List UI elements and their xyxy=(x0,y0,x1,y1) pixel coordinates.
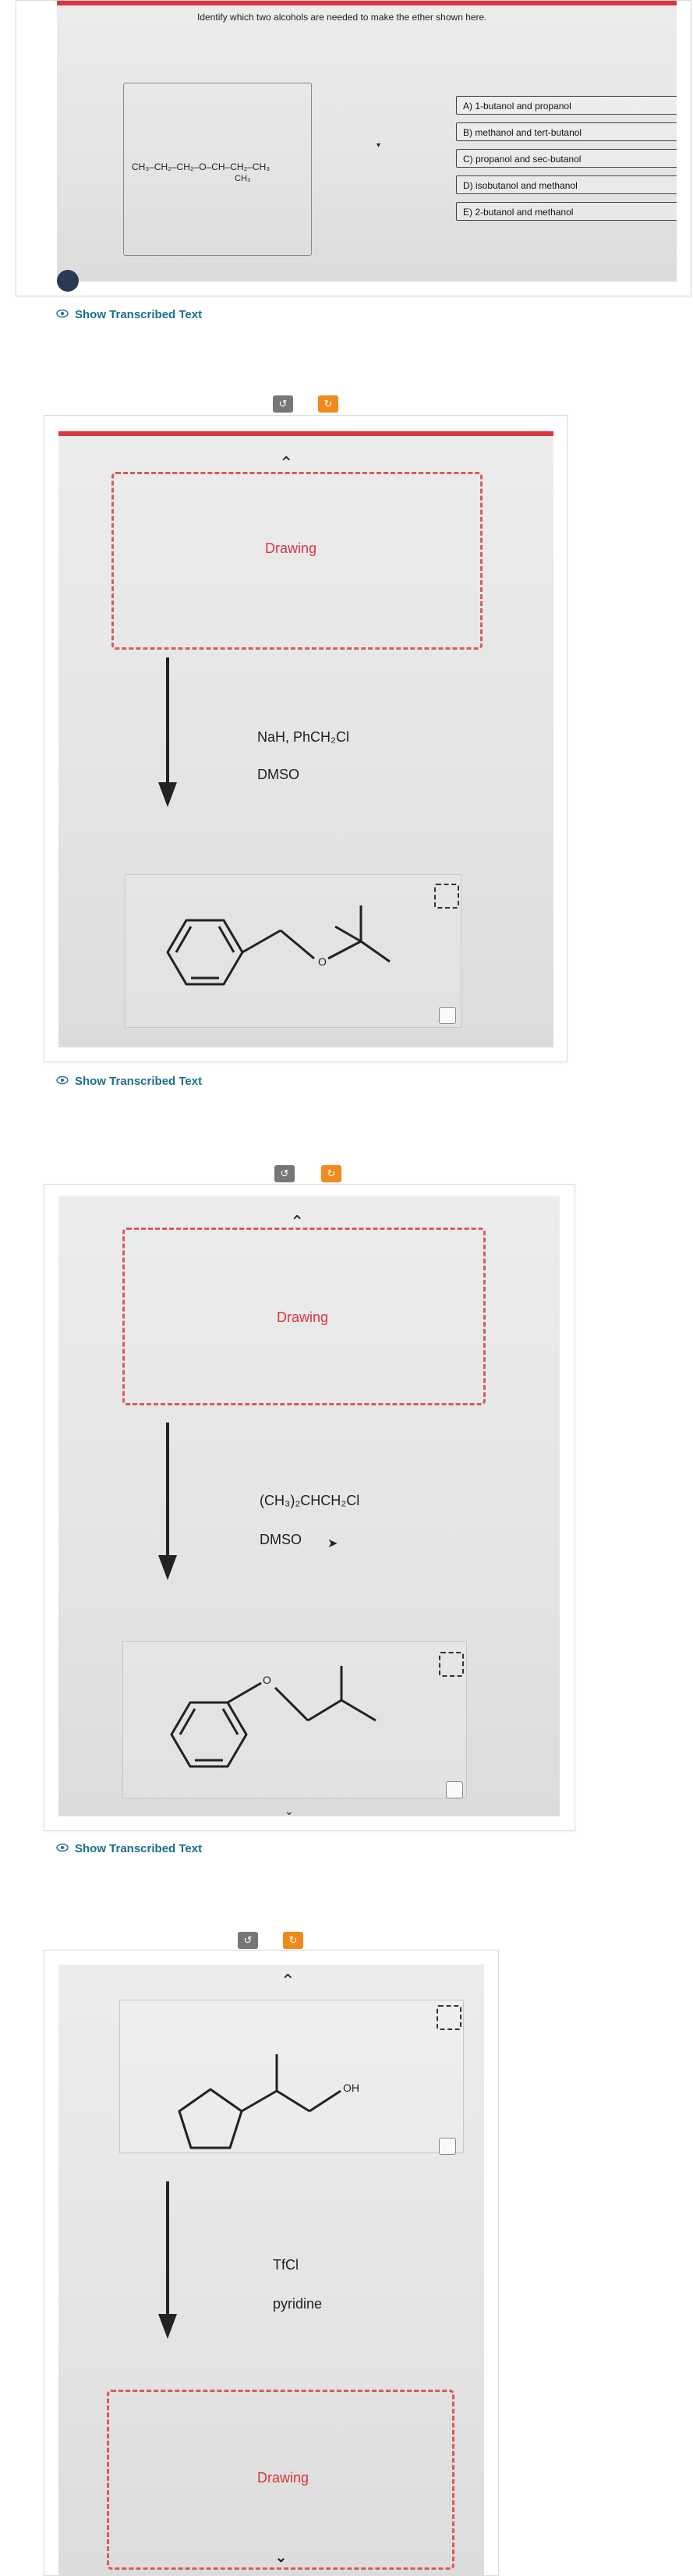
copy-icon[interactable] xyxy=(439,1652,464,1677)
oxygen-atom-label-1: O xyxy=(318,955,327,968)
eye-icon xyxy=(56,1842,69,1855)
reaction-photo-1 xyxy=(58,431,553,1047)
reagent-3-line2: pyridine xyxy=(273,2296,323,2312)
avatar xyxy=(57,270,79,292)
chevron-up-icon: ⌃ xyxy=(290,1212,305,1231)
chevron-up-icon: ⌃ xyxy=(281,1971,295,1990)
option-c[interactable]: C) propanol and sec-butanol xyxy=(456,149,677,168)
undo-icon: ↺ xyxy=(278,398,288,409)
option-a[interactable]: A) 1-butanol and propanol xyxy=(456,96,677,115)
show-transcribed-text-1[interactable] xyxy=(56,308,202,321)
drawing-label-1: Drawing xyxy=(265,540,317,556)
copy-icon[interactable] xyxy=(437,2005,461,2030)
redo-button-3[interactable] xyxy=(283,1932,303,1949)
reagent-2-line2: DMSO xyxy=(260,1532,302,1547)
eye-icon xyxy=(56,1075,69,1088)
copy-icon[interactable] xyxy=(434,884,459,909)
eye-icon xyxy=(56,308,69,321)
drawing-area-1[interactable] xyxy=(111,472,483,650)
chevron-down-icon: ⌄ xyxy=(285,1805,294,1816)
answer-options xyxy=(456,96,677,232)
undo-icon: ↺ xyxy=(280,1168,289,1179)
show-transcribed-label: Show Transcribed Text xyxy=(75,1075,203,1088)
reaction-card-3 xyxy=(44,1950,499,2576)
reaction-photo-3 xyxy=(58,1965,484,2575)
show-transcribed-label: Show Transcribed Text xyxy=(75,1842,203,1855)
drawing-label-2: Drawing xyxy=(277,1309,329,1325)
question-card xyxy=(16,0,691,296)
undo-icon: ↺ xyxy=(243,1934,253,1946)
question-photo xyxy=(57,1,677,282)
reagent-3-line1: TfCl xyxy=(273,2257,299,2273)
photo-red-bar xyxy=(57,1,677,5)
zoom-icon[interactable] xyxy=(439,2138,456,2155)
mouse-cursor-icon: ➤ xyxy=(327,1537,338,1550)
drawing-label-3: Drawing xyxy=(257,2470,309,2486)
cyclopentyl-alcohol-structure xyxy=(168,2019,401,2160)
undo-button-2[interactable] xyxy=(274,1165,295,1182)
question-prompt: Identify which two alcohols are needed to make the ether shown here. xyxy=(197,12,487,23)
chevron-down-icon: ⌄ xyxy=(275,2549,288,2565)
isobutyl-phenyl-ether-structure xyxy=(171,1663,421,1795)
structure-formula-line2: CH₃ xyxy=(235,174,251,183)
chevron-up-icon: ⌃ xyxy=(279,453,294,473)
reaction-arrow-3 xyxy=(156,2181,179,2345)
redo-button-2[interactable] xyxy=(321,1165,341,1182)
show-transcribed-text-2[interactable] xyxy=(56,1075,202,1088)
redo-icon: ↻ xyxy=(324,398,333,409)
reaction-card-1 xyxy=(44,415,567,1062)
option-e[interactable]: E) 2-butanol and methanol xyxy=(456,202,677,221)
zoom-icon[interactable] xyxy=(439,1007,456,1024)
structure-box xyxy=(123,83,312,256)
reagent-2-line1: (CH₃)₂CHCH₂Cl xyxy=(260,1493,360,1508)
zoom-icon[interactable] xyxy=(446,1781,463,1798)
benzyl-tert-butyl-ether-structure xyxy=(168,884,417,1020)
hydroxyl-label: OH xyxy=(343,2082,359,2094)
undo-button-3[interactable] xyxy=(238,1932,258,1949)
undo-button-1[interactable] xyxy=(273,395,293,413)
show-transcribed-text-3[interactable] xyxy=(56,1842,202,1855)
redo-icon: ↻ xyxy=(288,1934,298,1946)
reaction-arrow-1 xyxy=(156,657,179,813)
reaction-arrow-2 xyxy=(156,1423,179,1586)
mouse-cursor-icon: ▾ xyxy=(377,141,381,150)
reaction-photo-2 xyxy=(58,1196,560,1816)
photo-red-bar xyxy=(58,431,553,436)
redo-icon: ↻ xyxy=(327,1168,336,1179)
show-transcribed-label: Show Transcribed Text xyxy=(75,308,203,321)
option-d[interactable]: D) isobutanol and methanol xyxy=(456,175,677,194)
redo-button-1[interactable] xyxy=(318,395,338,413)
reagent-1-line2: DMSO xyxy=(257,767,299,782)
reagent-1-line1: NaH, PhCH₂Cl xyxy=(257,729,350,745)
reaction-card-2 xyxy=(44,1184,575,1831)
oxygen-atom-label-2: O xyxy=(263,1674,271,1686)
structure-formula-line1: CH₃–CH₂–CH₂–O–CH–CH₂–CH₃ xyxy=(132,161,270,172)
option-b[interactable]: B) methanol and tert-butanol xyxy=(456,122,677,141)
